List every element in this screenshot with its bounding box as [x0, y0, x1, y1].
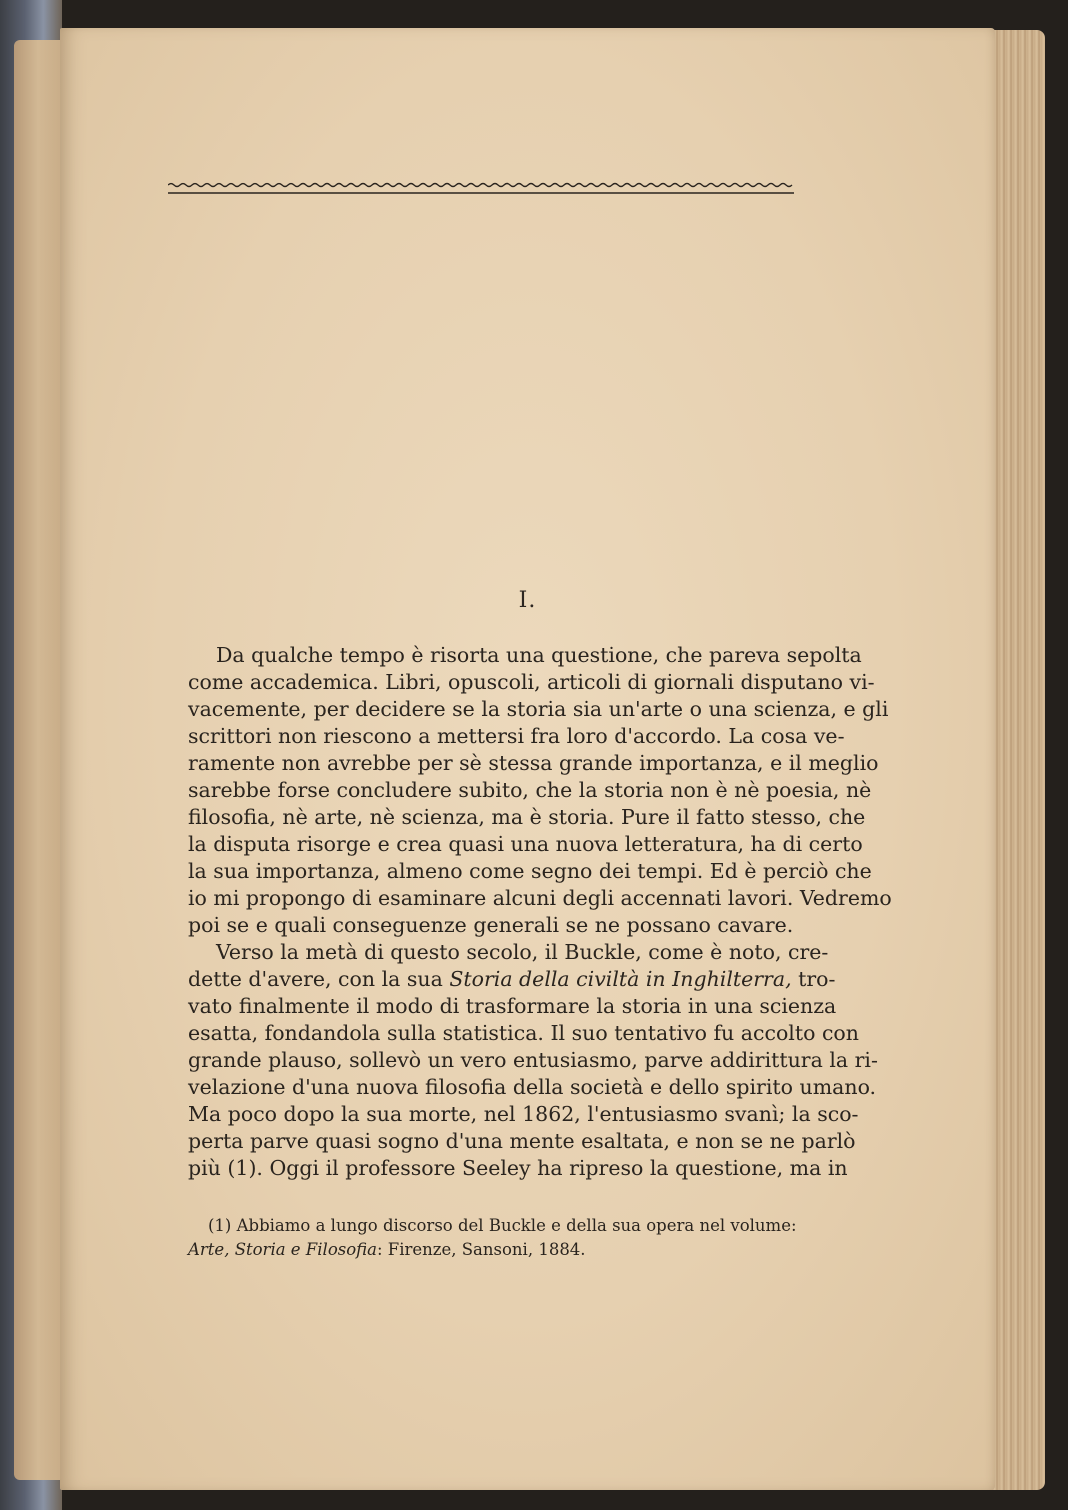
text-line: più (1). Oggi il professore Seeley ha ripreso la questione, ma in	[188, 1156, 848, 1180]
text-segment: dette d'avere, con la sua	[188, 967, 450, 991]
book-page	[60, 28, 995, 1490]
text-line: Da qualche tempo è risorta una questione, che pareva sepolta	[216, 643, 862, 667]
footnote-citation: : Firenze, Sansoni, 1884.	[377, 1240, 586, 1259]
text-segment: tro-	[791, 967, 836, 991]
text-line: grande plauso, sollevò un vero entusiasmo, parve addirittura la ri-	[188, 1048, 878, 1072]
footnote-line: (1) Abbiamo a lungo discorso del Buckle e della sua opera nel volume:	[208, 1216, 797, 1235]
text-line: vato finalmente il modo di trasformare la storia in una scienza	[188, 994, 837, 1018]
text-line: io mi propongo di esaminare alcuni degli accennati lavori. Vedremo	[188, 886, 892, 910]
text-line: filosofia, nè arte, nè scienza, ma è storia. Pure il fatto stesso, che	[188, 805, 866, 829]
facing-page-edge	[14, 40, 62, 1480]
text-line: come accademica. Libri, opuscoli, articoli di giornali disputano vi-	[188, 670, 875, 694]
text-line: velazione d'una nuova filosofia della società e dello spirito umano.	[188, 1075, 877, 1099]
text-line: perta parve quasi sogno d'una mente esaltata, e non se ne parlò	[188, 1129, 856, 1153]
text-line: Ma poco dopo la sua morte, nel 1862, l'entusiasmo svanì; la sco-	[188, 1102, 859, 1126]
text-line: esatta, fondandola sulla statistica. Il suo tentativo fu accolto con	[188, 1021, 859, 1045]
text-line: ramente non avrebbe per sè stessa grande importanza, e il meglio	[188, 751, 879, 775]
text-line: Verso la metà di questo secolo, il Buckle, come è noto, cre-	[216, 940, 829, 964]
text-line: sarebbe forse concludere subito, che la storia non è nè poesia, nè	[188, 778, 872, 802]
footnote-book-title: Arte, Storia e Filosofia	[188, 1240, 377, 1259]
book-title: Storia della civiltà in Inghilterra,	[449, 967, 792, 991]
footnote-line	[188, 1238, 792, 1262]
ornamental-rule	[168, 180, 794, 202]
text-line: la disputa risorge e crea quasi una nuova letteratura, ha di certo	[188, 832, 863, 856]
text-line: scrittori non riescono a mettersi fra loro d'accordo. La cosa ve-	[188, 724, 845, 748]
text-line-with-title	[188, 966, 836, 993]
text-line: poi se e quali conseguenze generali se ne possano cavare.	[188, 913, 794, 937]
text-line: la sua importanza, almeno come segno dei tempi. Ed è perciò che	[188, 859, 872, 883]
section-numeral: I.	[518, 588, 537, 613]
text-line: vacemente, per decidere se la storia sia un'arte o una scienza, e gli	[188, 697, 889, 721]
